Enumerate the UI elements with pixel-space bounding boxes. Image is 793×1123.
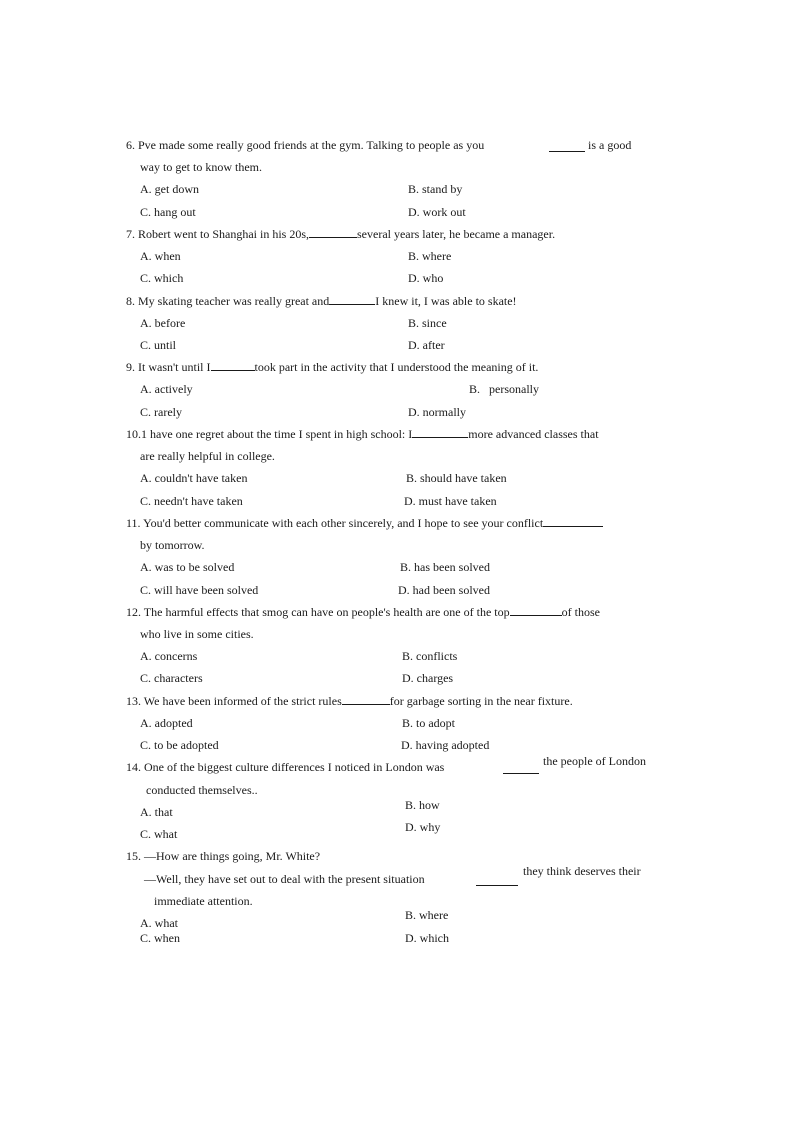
answer-blank[interactable] xyxy=(211,360,255,371)
option-d[interactable]: D. after xyxy=(408,338,445,352)
option-a[interactable]: A. when xyxy=(140,249,181,263)
option-a[interactable]: A. that xyxy=(140,805,173,819)
answer-blank[interactable] xyxy=(510,605,562,616)
option-b[interactable]: B. stand by xyxy=(408,182,463,196)
question-9-line-1: 9. It wasn't until I took part in the activity that I understood the meaning of it. xyxy=(126,360,539,374)
question-10-line-2: are really helpful in college. xyxy=(140,449,275,463)
question-13-line-1: 13. We have been informed of the strict rules for garbage sorting in the near fixture. xyxy=(126,694,573,708)
option-c[interactable]: C. until xyxy=(140,338,177,352)
option-b[interactable]: B. how xyxy=(405,798,440,812)
answer-blank[interactable] xyxy=(412,427,468,438)
answer-blank[interactable] xyxy=(503,763,539,774)
option-b[interactable]: B. has been solved xyxy=(400,560,490,574)
option-b[interactable]: B. since xyxy=(408,316,447,330)
option-d[interactable]: D. which xyxy=(405,931,449,945)
option-d[interactable]: D. who xyxy=(408,271,444,285)
question-11-line-2: by tomorrow. xyxy=(140,538,205,552)
question-6-line-2: way to get to know them. xyxy=(140,160,262,174)
question-12-line-1: 12. The harmful effects that smog can have on people's health are one of the top of those xyxy=(126,605,600,619)
answer-blank[interactable] xyxy=(549,141,585,152)
option-c[interactable]: C. which xyxy=(140,271,184,285)
option-b[interactable]: B. personally xyxy=(469,382,539,396)
option-a[interactable]: A. before xyxy=(140,316,186,330)
option-d[interactable]: D. work out xyxy=(408,205,466,219)
answer-blank[interactable] xyxy=(342,694,390,705)
question-15-line-2: —Well, they have set out to deal with the present situation xyxy=(144,872,425,886)
option-a[interactable]: A. was to be solved xyxy=(140,560,235,574)
answer-blank[interactable] xyxy=(543,516,603,527)
option-a[interactable]: A. get down xyxy=(140,182,199,196)
option-b[interactable]: B. should have taken xyxy=(406,471,507,485)
option-d[interactable]: D. charges xyxy=(402,671,454,685)
answer-blank[interactable] xyxy=(309,227,357,238)
option-a[interactable]: A. concerns xyxy=(140,649,198,663)
question-14-line-2: conducted themselves.. xyxy=(146,783,258,797)
question-6-line-1b: is a good xyxy=(588,138,632,152)
option-b[interactable]: B. where xyxy=(408,249,452,263)
option-b[interactable]: B. conflicts xyxy=(402,649,458,663)
option-a[interactable]: A. adopted xyxy=(140,716,193,730)
option-c[interactable]: C. when xyxy=(140,931,180,945)
question-14-line-1b: the people of London xyxy=(543,754,646,768)
option-b[interactable]: B. where xyxy=(405,908,449,922)
option-c[interactable]: C. needn't have taken xyxy=(140,494,243,508)
option-c[interactable]: C. what xyxy=(140,827,178,841)
option-b[interactable]: B. to adopt xyxy=(402,716,455,730)
option-c[interactable]: C. will have been solved xyxy=(140,583,259,597)
question-10-line-1: 10.1 have one regret about the time I spent in high school: I more advanced classes that xyxy=(126,427,599,441)
option-a[interactable]: A. what xyxy=(140,916,178,930)
question-15-line-2b: they think deserves their xyxy=(523,864,641,878)
answer-blank[interactable] xyxy=(329,294,375,305)
answer-blank[interactable] xyxy=(476,875,518,886)
option-a[interactable]: A. couldn't have taken xyxy=(140,471,248,485)
option-c[interactable]: C. to be adopted xyxy=(140,738,219,752)
question-12-line-2: who live in some cities. xyxy=(140,627,254,641)
option-d[interactable]: D. having adopted xyxy=(401,738,490,752)
option-c[interactable]: C. hang out xyxy=(140,205,196,219)
option-d[interactable]: D. must have taken xyxy=(404,494,497,508)
option-d[interactable]: D. why xyxy=(405,820,441,834)
question-11-line-1: 11. You'd better communicate with each other sincerely, and I hope to see your conflict xyxy=(126,516,603,530)
question-15-line-3: immediate attention. xyxy=(154,894,253,908)
option-d[interactable]: D. had been solved xyxy=(398,583,490,597)
question-14-line-1: 14. One of the biggest culture differences I noticed in London was xyxy=(126,760,445,774)
question-6-line-1: 6. Pve made some really good friends at the gym. Talking to people as you xyxy=(126,138,485,152)
question-7-line-1: 7. Robert went to Shanghai in his 20s, several years later, he became a manager. xyxy=(126,227,556,241)
option-d[interactable]: D. normally xyxy=(408,405,466,419)
question-8-line-1: 8. My skating teacher was really great and I knew it, I was able to skate! xyxy=(126,294,517,308)
question-15-line-1: 15. —How are things going, Mr. White? xyxy=(126,849,321,863)
option-a[interactable]: A. actively xyxy=(140,382,193,396)
option-c[interactable]: C. characters xyxy=(140,671,203,685)
option-c[interactable]: C. rarely xyxy=(140,405,182,419)
